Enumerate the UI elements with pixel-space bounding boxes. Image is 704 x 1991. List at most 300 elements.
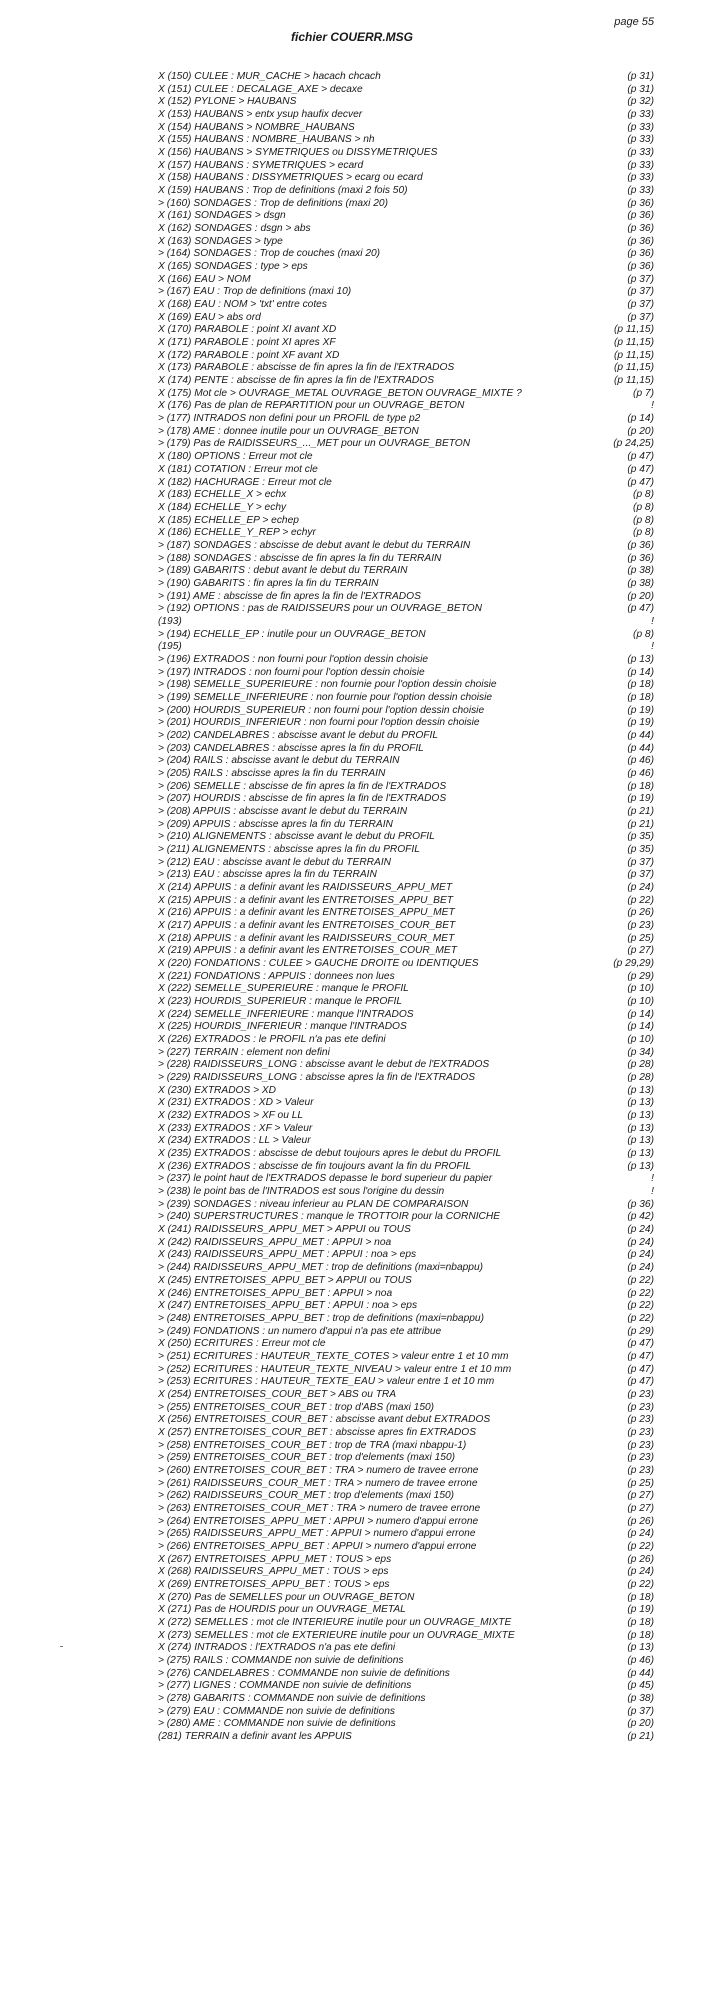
message-text: X (274) INTRADOS : l'EXTRADOS n'a pas ete defini bbox=[158, 1642, 396, 1654]
page-reference: (p 36) bbox=[627, 210, 654, 222]
message-text: > (203) CANDELABRES : abscisse apres la fin du PROFIL bbox=[158, 742, 424, 754]
page-reference: (p 33) bbox=[627, 185, 654, 197]
message-text: X (156) HAUBANS > SYMETRIQUES ou DISSYMETRIQUES bbox=[158, 147, 438, 159]
message-line bbox=[158, 1414, 654, 1427]
message-text: > (258) ENTRETOISES_COUR_BET : trop de TRA (maxi nbappu-1) bbox=[158, 1439, 467, 1451]
message-text: X (233) EXTRADOS : XF > Valeur bbox=[158, 1122, 313, 1134]
message-line bbox=[158, 84, 654, 97]
message-text: > (178) AME : donnee inutile pour un OUVRAGE_BETON bbox=[158, 425, 419, 437]
message-text: > (277) LIGNES : COMMANDE non suivie de definitions bbox=[158, 1680, 412, 1692]
message-line bbox=[158, 337, 654, 350]
page-reference: (p 47) bbox=[627, 603, 654, 615]
page-reference: (p 33) bbox=[627, 109, 654, 121]
message-text: > (160) SONDAGES : Trop de definitions (maxi 20) bbox=[158, 197, 388, 209]
page-reference: (p 11,15) bbox=[613, 324, 654, 336]
message-line bbox=[158, 464, 654, 477]
message-text: X (272) SEMELLES : mot cle INTERIEURE inutile pour un OUVRAGE_MIXTE bbox=[158, 1616, 512, 1628]
message-line bbox=[158, 971, 654, 984]
message-line bbox=[158, 1617, 654, 1630]
page-reference: (p 27) bbox=[627, 1502, 654, 1514]
page-reference: ! bbox=[651, 615, 654, 627]
message-line bbox=[158, 1427, 654, 1440]
message-text: X (165) SONDAGES : type > eps bbox=[158, 261, 308, 273]
page-reference: (p 36) bbox=[627, 539, 654, 551]
message-line bbox=[158, 1199, 654, 1212]
message-text: X (153) HAUBANS > entx ysup haufix decver bbox=[158, 109, 363, 121]
message-text: > (202) CANDELABRES : abscisse avant le debut du PROFIL bbox=[158, 729, 439, 741]
message-line bbox=[158, 426, 654, 439]
page-reference: (p 21) bbox=[627, 805, 654, 817]
message-line bbox=[158, 1110, 654, 1123]
message-text: > (278) GABARITS : COMMANDE non suivie de definitions bbox=[158, 1693, 426, 1704]
message-line bbox=[158, 1642, 654, 1655]
message-text: X (181) COTATION : Erreur mot cle bbox=[158, 463, 318, 475]
message-text: X (159) HAUBANS : Trop de definitions (maxi 2 fois 50) bbox=[158, 185, 408, 197]
message-text: X (243) RAIDISSEURS_APPU_MET : APPUI : noa > eps bbox=[158, 1249, 417, 1261]
message-line bbox=[158, 489, 654, 502]
page-reference: (p 18) bbox=[627, 1616, 654, 1628]
message-text: > (265) RAIDISSEURS_APPU_MET : APPUI > numero d'appui errone bbox=[158, 1528, 476, 1540]
message-line bbox=[158, 565, 654, 578]
message-line bbox=[158, 1554, 654, 1567]
message-text: > (229) RAIDISSEURS_LONG : abscisse apres la fin de l'EXTRADOS bbox=[158, 1072, 476, 1084]
message-text: > (255) ENTRETOISES_COUR_BET : trop d'ABS (maxi 150) bbox=[158, 1401, 435, 1413]
message-line bbox=[158, 172, 654, 185]
message-line bbox=[158, 983, 654, 996]
message-list bbox=[158, 71, 654, 1744]
page-reference: (p 23) bbox=[627, 1439, 654, 1451]
page-reference: (p 36) bbox=[627, 197, 654, 209]
message-text: > (192) OPTIONS : pas de RAIDISSEURS pour un OUVRAGE_BETON bbox=[158, 603, 482, 615]
message-text: X (162) SONDAGES : dsgn > abs bbox=[158, 223, 311, 235]
page-reference: (p 8) bbox=[633, 628, 654, 640]
message-text: > (177) INTRADOS non defini pour un PROFIL de type p2 bbox=[158, 413, 421, 425]
message-text: X (161) SONDAGES > dsgn bbox=[158, 210, 286, 222]
message-line bbox=[158, 654, 654, 667]
message-text: X (241) RAIDISSEURS_APPU_MET > APPUI ou TOUS bbox=[158, 1224, 411, 1236]
message-line bbox=[158, 996, 654, 1009]
message-text: > (197) INTRADOS : non fourni pour l'option dessin choisie bbox=[158, 666, 425, 678]
message-line bbox=[158, 1034, 654, 1047]
message-text: X (230) EXTRADOS > XD bbox=[158, 1084, 277, 1096]
page-reference: (p 27) bbox=[627, 945, 654, 957]
page-reference: (p 37) bbox=[627, 1705, 654, 1717]
message-text: > (187) SONDAGES : abscisse de debut avant le debut du TERRAIN bbox=[158, 539, 471, 551]
message-line bbox=[158, 451, 654, 464]
message-line bbox=[158, 109, 654, 122]
message-line bbox=[158, 1072, 654, 1085]
page-reference: (p 35) bbox=[627, 843, 654, 855]
scan-mark bbox=[60, 1646, 63, 1647]
message-text: X (168) EAU : NOM > 'txt' entre cotes bbox=[158, 299, 327, 311]
page-reference: (p 29,29) bbox=[613, 958, 654, 970]
page-reference: (p 18) bbox=[627, 780, 654, 792]
message-text: X (247) ENTRETOISES_APPU_BET : APPUI : noa > eps bbox=[158, 1300, 418, 1312]
page-reference: (p 26) bbox=[627, 1515, 654, 1527]
page-reference: (p 38) bbox=[627, 565, 654, 577]
page-reference: (p 44) bbox=[627, 742, 654, 754]
page-reference: (p 37) bbox=[627, 299, 654, 311]
page-reference: (p 11,15) bbox=[613, 337, 654, 349]
message-text: X (180) OPTIONS : Erreur mot cle bbox=[158, 451, 313, 463]
page-reference: (p 24,25) bbox=[613, 438, 654, 450]
page-reference: (p 24) bbox=[627, 1249, 654, 1261]
page-reference: (p 14) bbox=[627, 413, 654, 425]
message-text: X (173) PARABOLE : abscisse de fin apres la fin de l'EXTRADOS bbox=[158, 362, 455, 374]
message-line bbox=[158, 1148, 654, 1161]
message-line bbox=[158, 920, 654, 933]
message-line bbox=[158, 96, 654, 109]
message-text: X (226) EXTRADOS : le PROFIL n'a pas ete defini bbox=[158, 1034, 386, 1046]
message-text: > (191) AME : abscisse de fin apres la fin de l'EXTRADOS bbox=[158, 590, 421, 602]
page-reference: (p 8) bbox=[633, 501, 654, 513]
message-line bbox=[158, 1237, 654, 1250]
message-text: X (214) APPUIS : a definir avant les RAIDISSEURS_APPU_MET bbox=[158, 882, 453, 893]
message-text: > (261) RAIDISSEURS_COUR_MET : TRA > numero de travee errone bbox=[158, 1477, 478, 1489]
page-reference: ! bbox=[651, 1173, 654, 1185]
message-line bbox=[158, 185, 654, 198]
message-line bbox=[158, 743, 654, 756]
message-line bbox=[158, 1680, 654, 1693]
message-line bbox=[158, 375, 654, 388]
message-line bbox=[158, 629, 654, 642]
message-text: > (239) SONDAGES : niveau inferieur au PLAN DE COMPARAISON bbox=[158, 1198, 469, 1210]
message-text: X (163) SONDAGES > type bbox=[158, 235, 283, 247]
page-reference: (p 47) bbox=[627, 476, 654, 488]
message-line bbox=[158, 210, 654, 223]
message-line bbox=[158, 1579, 654, 1592]
message-text: X (250) ECRITURES : Erreur mot cle bbox=[158, 1338, 326, 1350]
message-line bbox=[158, 286, 654, 299]
message-line bbox=[158, 958, 654, 971]
page-reference: (p 13) bbox=[627, 1135, 654, 1147]
message-text: X (172) PARABOLE : point XF avant XD bbox=[158, 349, 340, 361]
message-text: > (240) SUPERSTRUCTURES : manque le TROTTOIR pour la CORNICHE bbox=[158, 1211, 501, 1223]
page-reference: (p 10) bbox=[627, 1034, 654, 1046]
message-text: X (271) Pas de HOURDIS pour un OUVRAGE_METAL bbox=[158, 1604, 406, 1616]
page-reference: (p 37) bbox=[627, 286, 654, 298]
message-line bbox=[158, 1224, 654, 1237]
message-text: X (219) APPUIS : a definir avant les ENTRETOISES_COUR_MET bbox=[158, 945, 457, 957]
page-reference: (p 25) bbox=[627, 1477, 654, 1489]
page-reference: (p 27) bbox=[627, 1490, 654, 1502]
page-reference: (p 7) bbox=[633, 387, 654, 399]
message-text: X (182) HACHURAGE : Erreur mot cle bbox=[158, 476, 332, 488]
message-text: > (252) ECRITURES : HAUTEUR_TEXTE_NIVEAU > valeur entre 1 et 10 mm bbox=[158, 1363, 512, 1375]
message-text: (281) TERRAIN a definir avant les APPUIS bbox=[158, 1731, 352, 1743]
page-reference: (p 47) bbox=[627, 1338, 654, 1350]
message-line bbox=[158, 1364, 654, 1377]
message-line bbox=[158, 667, 654, 680]
page-reference: (p 33) bbox=[627, 134, 654, 146]
page-number: page 55 bbox=[614, 16, 654, 28]
page-reference: (p 23) bbox=[627, 1401, 654, 1413]
message-text: > (275) RAILS : COMMANDE non suivie de definitions bbox=[158, 1654, 404, 1666]
page-reference: (p 44) bbox=[627, 1667, 654, 1679]
message-text: > (248) ENTRETOISES_APPU_BET : trop de definitions (maxi=nbappu) bbox=[158, 1312, 484, 1324]
message-text: X (218) APPUIS : a definir avant les RAIDISSEURS_COUR_MET bbox=[158, 932, 455, 944]
message-line bbox=[158, 1376, 654, 1389]
message-line bbox=[158, 844, 654, 857]
message-text: > (259) ENTRETOISES_COUR_BET : trop d'elements (maxi 150) bbox=[158, 1452, 456, 1464]
message-text: X (268) RAIDISSEURS_APPU_MET : TOUS > eps bbox=[158, 1566, 389, 1578]
message-line bbox=[158, 477, 654, 490]
message-text: X (157) HAUBANS : SYMETRIQUES > ecard bbox=[158, 159, 364, 171]
message-line bbox=[158, 71, 654, 84]
message-line bbox=[158, 362, 654, 375]
message-line bbox=[158, 1516, 654, 1529]
message-line bbox=[158, 236, 654, 249]
message-line bbox=[158, 1288, 654, 1301]
page-reference: (p 24) bbox=[627, 1262, 654, 1274]
message-text: X (185) ECHELLE_EP > echep bbox=[158, 514, 299, 526]
message-line bbox=[158, 1503, 654, 1516]
page-reference: (p 19) bbox=[627, 1604, 654, 1616]
message-line bbox=[158, 299, 654, 312]
message-line bbox=[158, 223, 654, 236]
message-line bbox=[158, 933, 654, 946]
message-line bbox=[158, 1351, 654, 1364]
page-reference: (p 14) bbox=[627, 666, 654, 678]
message-text: > (253) ECRITURES : HAUTEUR_TEXTE_EAU > valeur entre 1 et 10 mm bbox=[158, 1376, 495, 1388]
message-text: > (199) SEMELLE_INFERIEURE : non fournie pour l'option dessin choisie bbox=[158, 691, 493, 703]
message-text: > (276) CANDELABRES : COMMANDE non suivie de definitions bbox=[158, 1667, 450, 1679]
message-line bbox=[158, 502, 654, 515]
message-text: X (224) SEMELLE_INFERIEURE : manque l'INTRADOS bbox=[158, 1008, 414, 1020]
page-reference: (p 23) bbox=[627, 1414, 654, 1426]
message-text: X (220) FONDATIONS : CULEE > GAUCHE DROITE ou IDENTIQUES bbox=[158, 958, 479, 970]
message-text: X (215) APPUIS : a definir avant les ENTRETOISES_APPU_BET bbox=[158, 894, 453, 906]
message-line bbox=[158, 1389, 654, 1402]
message-text: X (169) EAU > abs ord bbox=[158, 311, 261, 323]
message-line bbox=[158, 400, 654, 413]
message-line bbox=[158, 781, 654, 794]
page-reference: (p 22) bbox=[627, 1300, 654, 1312]
page-reference: (p 31) bbox=[627, 83, 654, 95]
message-line bbox=[158, 768, 654, 781]
message-line bbox=[158, 1059, 654, 1072]
message-line bbox=[158, 1668, 654, 1681]
page-reference: (p 44) bbox=[627, 729, 654, 741]
message-text: > (251) ECRITURES : HAUTEUR_TEXTE_COTES > valeur entre 1 et 10 mm bbox=[158, 1350, 509, 1362]
page-reference: (p 35) bbox=[627, 831, 654, 843]
page-reference: (p 18) bbox=[627, 1591, 654, 1603]
page-reference: (p 36) bbox=[627, 248, 654, 260]
message-text: X (186) ECHELLE_Y_REP > echyr bbox=[158, 527, 316, 539]
message-line bbox=[158, 705, 654, 718]
message-text: X (174) PENTE : abscisse de fin apres la fin de l'EXTRADOS bbox=[158, 375, 434, 387]
message-line bbox=[158, 1313, 654, 1326]
page-reference: (p 21) bbox=[627, 818, 654, 830]
message-text: > (210) ALIGNEMENTS : abscisse avant le debut du PROFIL bbox=[158, 831, 435, 843]
page-reference: (p 11,15) bbox=[613, 375, 654, 387]
message-line bbox=[158, 160, 654, 173]
page-reference: (p 37) bbox=[627, 311, 654, 323]
message-line bbox=[158, 857, 654, 870]
message-text: X (221) FONDATIONS : APPUIS : donnees non lues bbox=[158, 970, 395, 982]
message-text: X (270) Pas de SEMELLES pour un OUVRAGE_BETON bbox=[158, 1591, 415, 1603]
page-reference: (p 26) bbox=[627, 907, 654, 919]
page-reference: (p 22) bbox=[627, 1287, 654, 1299]
message-text: (195) bbox=[158, 641, 182, 653]
message-line bbox=[158, 540, 654, 553]
message-line bbox=[158, 1630, 654, 1643]
message-line bbox=[158, 1541, 654, 1554]
message-text: > (211) ALIGNEMENTS : abscisse apres la fin du PROFIL bbox=[158, 843, 420, 855]
message-text: > (213) EAU : abscisse apres la fin du TERRAIN bbox=[158, 869, 377, 881]
page-reference: (p 22) bbox=[627, 1540, 654, 1552]
message-text: X (246) ENTRETOISES_APPU_BET : APPUI > noa bbox=[158, 1287, 393, 1299]
message-line bbox=[158, 1300, 654, 1313]
message-text: X (231) EXTRADOS : XD > Valeur bbox=[158, 1097, 314, 1109]
message-line bbox=[158, 324, 654, 337]
message-line bbox=[158, 1085, 654, 1098]
page-reference: (p 42) bbox=[627, 1211, 654, 1223]
message-text: > (237) le point haut de l'EXTRADOS depasse le bord superieur du papier bbox=[158, 1173, 493, 1185]
message-line bbox=[158, 350, 654, 363]
page-reference: (p 19) bbox=[627, 704, 654, 716]
page-reference: (p 28) bbox=[627, 1072, 654, 1084]
message-line bbox=[158, 1465, 654, 1478]
message-line bbox=[158, 248, 654, 261]
message-text: > (280) AME : COMMANDE non suivie de definitions bbox=[158, 1718, 396, 1730]
message-line bbox=[158, 1566, 654, 1579]
message-text: > (201) HOURDIS_INFERIEUR : non fourni pour l'option dessin choisie bbox=[158, 717, 480, 729]
page-reference: (p 38) bbox=[627, 577, 654, 589]
message-text: > (264) ENTRETOISES_APPU_MET : APPUI > numero d'appui errone bbox=[158, 1515, 479, 1527]
page-reference: (p 20) bbox=[627, 590, 654, 602]
message-line bbox=[158, 591, 654, 604]
message-text: > (227) TERRAIN : element non defini bbox=[158, 1046, 330, 1058]
page-reference: (p 33) bbox=[627, 147, 654, 159]
message-line bbox=[158, 553, 654, 566]
message-line bbox=[158, 438, 654, 451]
message-line bbox=[158, 198, 654, 211]
page-reference: (p 37) bbox=[627, 869, 654, 881]
page-reference: (p 24) bbox=[627, 1528, 654, 1540]
page-reference: (p 33) bbox=[627, 172, 654, 184]
message-text: X (273) SEMELLES : mot cle EXTERIEURE inutile pour un OUVRAGE_MIXTE bbox=[158, 1629, 515, 1641]
page-reference: (p 38) bbox=[627, 1693, 654, 1704]
message-text: X (154) HAUBANS > NOMBRE_HAUBANS bbox=[158, 121, 355, 133]
message-text: > (190) GABARITS : fin apres la fin du TERRAIN bbox=[158, 577, 379, 589]
message-line bbox=[158, 1173, 654, 1186]
message-line bbox=[158, 819, 654, 832]
message-line bbox=[158, 261, 654, 274]
message-text: X (235) EXTRADOS : abscisse de debut toujours apres le debut du PROFIL bbox=[158, 1148, 502, 1160]
message-text: X (256) ENTRETOISES_COUR_BET : abscisse avant debut EXTRADOS bbox=[158, 1414, 491, 1426]
message-text: X (151) CULEE : DECALAGE_AXE > decaxe bbox=[158, 83, 363, 95]
message-text: > (164) SONDAGES : Trop de couches (maxi 20) bbox=[158, 248, 381, 260]
page-reference: (p 8) bbox=[633, 527, 654, 539]
message-text: > (208) APPUIS : abscisse avant le debut du TERRAIN bbox=[158, 805, 408, 817]
message-text: X (269) ENTRETOISES_APPU_BET : TOUS > eps bbox=[158, 1578, 390, 1590]
page-reference: (p 14) bbox=[627, 1021, 654, 1033]
message-text: > (179) Pas de RAIDISSEURS_..._MET pour un OUVRAGE_BETON bbox=[158, 438, 471, 450]
message-text: > (263) ENTRETOISES_COUR_MET : TRA > numero de travee errone bbox=[158, 1502, 481, 1514]
message-line bbox=[158, 831, 654, 844]
message-text: X (166) EAU > NOM bbox=[158, 273, 251, 285]
message-text: > (206) SEMELLE : abscisse de fin apres la fin de l'EXTRADOS bbox=[158, 780, 447, 792]
page-reference: (p 28) bbox=[627, 1059, 654, 1071]
message-text: X (257) ENTRETOISES_COUR_BET : abscisse apres fin EXTRADOS bbox=[158, 1426, 476, 1438]
message-text: (193) bbox=[158, 615, 182, 627]
message-line bbox=[158, 603, 654, 616]
page-reference: (p 13) bbox=[627, 1097, 654, 1109]
page-reference: (p 37) bbox=[627, 273, 654, 285]
page-reference: (p 46) bbox=[627, 755, 654, 767]
message-text: X (234) EXTRADOS : LL > Valeur bbox=[158, 1135, 311, 1147]
page-reference: (p 13) bbox=[627, 1160, 654, 1172]
message-line bbox=[158, 413, 654, 426]
page-reference: (p 45) bbox=[627, 1680, 654, 1692]
page-reference: (p 34) bbox=[627, 1046, 654, 1058]
page-reference: (p 13) bbox=[627, 653, 654, 665]
page-reference: (p 10) bbox=[627, 996, 654, 1008]
page-reference: (p 10) bbox=[627, 983, 654, 995]
page-reference: (p 21) bbox=[627, 1731, 654, 1743]
message-line bbox=[158, 388, 654, 401]
message-line bbox=[158, 692, 654, 705]
page-reference: (p 13) bbox=[627, 1110, 654, 1122]
message-text: X (223) HOURDIS_SUPERIEUR : manque le PROFIL bbox=[158, 996, 403, 1008]
message-text: X (254) ENTRETOISES_COUR_BET > ABS ou TRA bbox=[158, 1388, 397, 1400]
page-reference: (p 46) bbox=[627, 1654, 654, 1666]
message-line bbox=[158, 312, 654, 325]
message-text: X (225) HOURDIS_INFERIEUR : manque l'INTRADOS bbox=[158, 1021, 407, 1033]
page-reference: (p 47) bbox=[627, 1363, 654, 1375]
message-text: > (207) HOURDIS : abscisse de fin apres la fin de l'EXTRADOS bbox=[158, 793, 447, 805]
message-text: X (245) ENTRETOISES_APPU_BET > APPUI ou TOUS bbox=[158, 1274, 412, 1286]
page-reference: (p 33) bbox=[627, 159, 654, 171]
message-line bbox=[158, 134, 654, 147]
message-line bbox=[158, 1262, 654, 1275]
page-reference: (p 31) bbox=[627, 71, 654, 82]
message-line bbox=[158, 1655, 654, 1668]
message-text: X (222) SEMELLE_SUPERIEURE : manque le PROFIL bbox=[158, 983, 409, 995]
page-reference: (p 36) bbox=[627, 1198, 654, 1210]
message-line bbox=[158, 945, 654, 958]
page-reference: (p 13) bbox=[627, 1642, 654, 1654]
message-text: X (170) PARABOLE : point XI avant XD bbox=[158, 324, 337, 336]
page-reference: (p 18) bbox=[627, 679, 654, 691]
page-reference: (p 24) bbox=[627, 882, 654, 893]
page-reference: (p 22) bbox=[627, 1312, 654, 1324]
file-title: fichier COUERR.MSG bbox=[290, 30, 413, 44]
message-line bbox=[158, 122, 654, 135]
message-line bbox=[158, 1478, 654, 1491]
message-line bbox=[158, 1097, 654, 1110]
message-line bbox=[158, 1211, 654, 1224]
message-text: X (171) PARABOLE : point XI apres XF bbox=[158, 337, 336, 349]
page-reference: (p 22) bbox=[627, 1274, 654, 1286]
message-line bbox=[158, 1592, 654, 1605]
page-reference: (p 33) bbox=[627, 121, 654, 133]
message-line bbox=[158, 578, 654, 591]
page-reference: (p 26) bbox=[627, 1553, 654, 1565]
message-text: X (232) EXTRADOS > XF ou LL bbox=[158, 1110, 304, 1122]
message-text: > (200) HOURDIS_SUPERIEUR : non fourni pour l'option dessin choisie bbox=[158, 704, 485, 716]
message-text: > (238) le point bas de l'INTRADOS est sous l'origine du dessin bbox=[158, 1186, 445, 1198]
message-line bbox=[158, 1718, 654, 1731]
message-line bbox=[158, 1123, 654, 1136]
message-text: X (236) EXTRADOS : abscisse de fin toujours avant la fin du PROFIL bbox=[158, 1160, 472, 1172]
page-reference: (p 8) bbox=[633, 489, 654, 501]
message-line bbox=[158, 1009, 654, 1022]
page-reference: (p 14) bbox=[627, 1008, 654, 1020]
page-reference: (p 36) bbox=[627, 235, 654, 247]
page-reference: (p 36) bbox=[627, 223, 654, 235]
